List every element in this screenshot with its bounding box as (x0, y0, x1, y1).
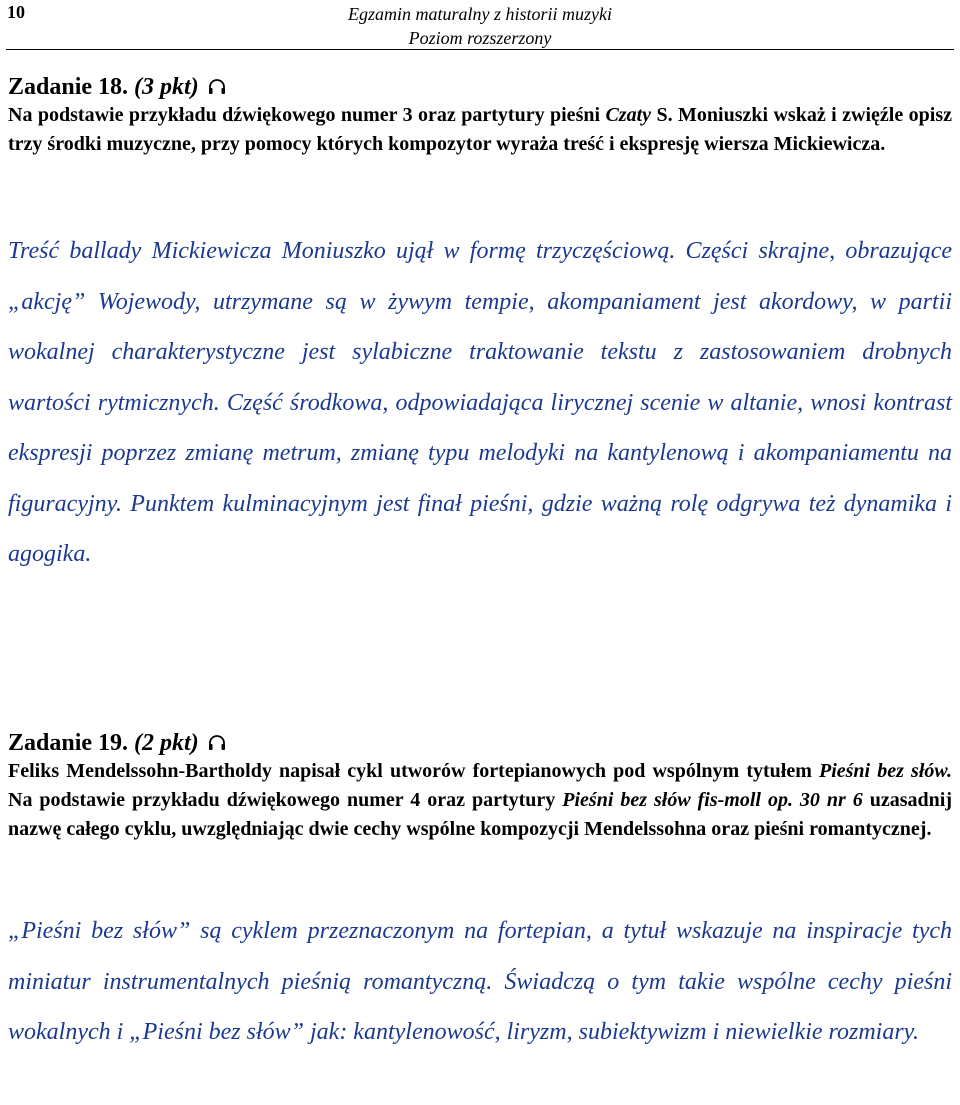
task-19-title (8, 729, 952, 757)
task-19-prompt: Feliks Mendelssohn-Bartholdy napisał cykl utworów fortepianowych pod wspólnym tytułem Pieśni bez słów. Na podstawie przykładu dźwiękowego numer 4 oraz partytury Pieśni bez słów fis-moll op. 30 nr 6 uzasadnij nazwę całego cyklu, uwzględniając dwie cechy wspólne kompozycji Mendelssohna oraz pieśni romantycznej. (8, 760, 952, 840)
header-exam-title: Egzamin maturalny z historii muzyki (348, 4, 612, 24)
task-18-title (8, 73, 952, 101)
task-19 (8, 729, 952, 844)
headphones-icon (207, 76, 227, 96)
headphones-icon (207, 732, 227, 752)
task-18-points: (3 pkt) (134, 74, 199, 100)
task-19-answer: „Pieśni bez słów” są cyklem przeznaczonym na fortepian, a tytuł wskazuje na inspiracje tych miniatur instrumentalnych pieśnią romantyczną. Świadczą o tym takie wspólne cechy pieśni wokalnych i „Pieśni bez słów” jak: kantylenowość, liryzm, subiektywizm i niewielkie rozmiary. (8, 918, 952, 1045)
header-level: Poziom rozszerzony (408, 28, 552, 48)
page-header (0, 2, 960, 50)
task-19-points: (2 pkt) (134, 730, 199, 756)
task-19-number: Zadanie 19. (8, 730, 135, 756)
page-number: 10 (7, 2, 25, 22)
task-18 (8, 73, 952, 159)
task-18-answer: Treść ballady Mickiewicza Moniuszko ujął w formę trzyczęściową. Części skrajne, obrazujące „akcję” Wojewody, utrzymane są w żywym tempie, akompaniament jest akordowy, w partii wokalnej charakterystyczne jest sylabiczne traktowanie tekstu z zastosowaniem drobnych wartości rytmicznych. Część środkowa, odpowiadająca lirycznej scenie w altanie, wnosi kontrast ekspresji poprzez zmianę metrum, zmianę typu melodyki na kantylenową i akompaniamentu na figuracyjny. Punktem kulminacyjnym jest finał pieśni, gdzie ważną rolę odgrywa też dynamika i agogika. (8, 238, 952, 567)
task-18-number: Zadanie 18. (8, 74, 135, 100)
header-divider (6, 49, 954, 50)
task-18-prompt: Na podstawie przykładu dźwiękowego numer 3 oraz partytury pieśni Czaty S. Moniuszki wskaż i zwięźle opisz trzy środki muzyczne, przy pomocy których kompozytor wyraża treść i ekspresję wiersza Mickiewicza. (8, 104, 952, 155)
